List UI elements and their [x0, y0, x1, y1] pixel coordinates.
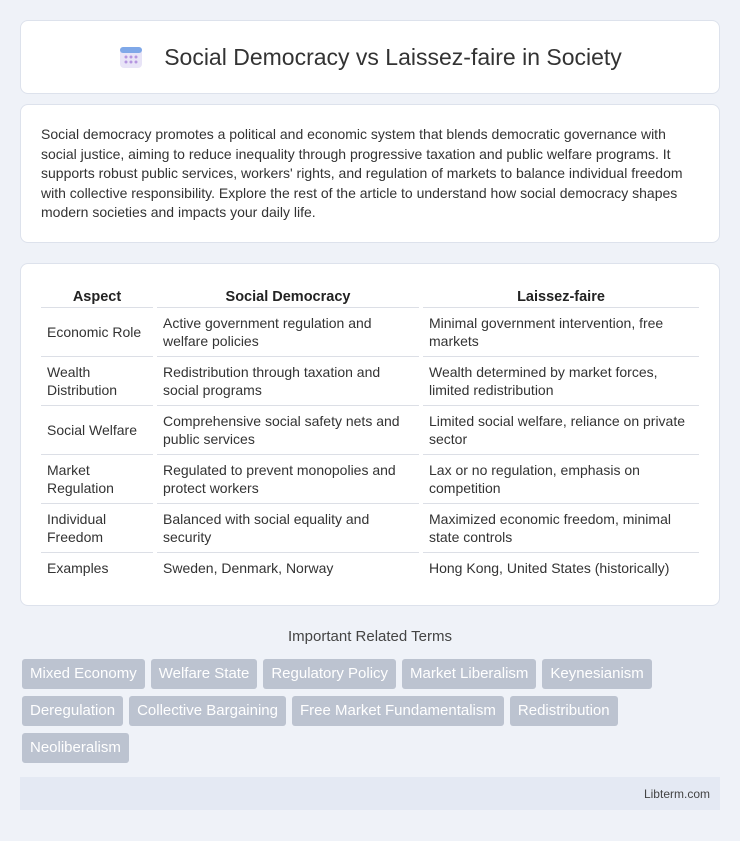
related-term-tag[interactable]: Mixed Economy — [22, 659, 145, 689]
table-cell-social-democracy: Balanced with social equality and security — [157, 504, 419, 553]
table-cell-laissez-faire: Wealth determined by market forces, limited redistribution — [423, 357, 699, 406]
related-term-tag[interactable]: Keynesianism — [542, 659, 651, 689]
related-term-tag[interactable]: Free Market Fundamentalism — [292, 696, 504, 726]
table-cell-laissez-faire: Limited social welfare, reliance on private sector — [423, 406, 699, 455]
table-cell-laissez-faire: Hong Kong, United States (historically) — [429, 560, 670, 576]
calendar-icon — [118, 44, 144, 70]
related-term-tag[interactable]: Neoliberalism — [22, 733, 129, 763]
table-cell-aspect: Economic Role — [41, 308, 153, 357]
table-cell-laissez-faire: Lax or no regulation, emphasis on competition — [423, 455, 699, 504]
intro-text: Social democracy promotes a political and economic system that blends democratic governance with social justice, aiming to reduce inequality through progressive taxation and public welfare programs. It supports robust public services, workers' rights, and regulation of markets to balance individual freedom with collective responsibility. Explore the rest of the article to understand how social democracy shapes modern societies and impacts your daily life. — [41, 126, 683, 220]
table-row — [41, 308, 699, 357]
table-row — [41, 357, 699, 406]
table-cell-aspect: Social Welfare — [41, 406, 153, 455]
related-term-tag[interactable]: Deregulation — [22, 696, 123, 726]
header-card — [20, 20, 720, 94]
table-cell-aspect: Wealth Distribution — [41, 357, 153, 406]
table-header-row — [41, 283, 699, 308]
table-cell-laissez-faire: Minimal government intervention, free markets — [423, 308, 699, 357]
intro-card — [20, 104, 720, 243]
table-cell-social-democracy: Comprehensive social safety nets and public services — [157, 406, 419, 455]
table-row — [41, 504, 699, 553]
related-term-tag[interactable]: Regulatory Policy — [263, 659, 396, 689]
related-term-tag[interactable]: Redistribution — [510, 696, 618, 726]
related-term-tag[interactable]: Welfare State — [151, 659, 258, 689]
table-row — [41, 553, 699, 583]
table-cell-social-democracy: Regulated to prevent monopolies and protect workers — [157, 455, 419, 504]
comparison-table — [37, 283, 703, 583]
footer — [20, 777, 720, 810]
table-cell-aspect: Market Regulation — [41, 455, 153, 504]
footer-site-link[interactable]: Libterm.com — [643, 786, 710, 801]
column-header-laissez-faire: Laissez-faire — [423, 283, 699, 308]
table-cell-aspect: Examples — [47, 560, 109, 576]
related-term-tag[interactable]: Collective Bargaining — [129, 696, 286, 726]
table-cell-social-democracy: Redistribution through taxation and social programs — [157, 357, 419, 406]
table-cell-aspect: Individual Freedom — [41, 504, 153, 553]
related-terms-title: Important Related Terms — [288, 628, 452, 645]
column-header-social-democracy: Social Democracy — [157, 283, 419, 308]
table-row — [41, 455, 699, 504]
table-cell-laissez-faire: Maximized economic freedom, minimal state controls — [423, 504, 699, 553]
table-cell-social-democracy: Sweden, Denmark, Norway — [163, 560, 334, 576]
comparison-table-card — [20, 263, 720, 606]
table-row — [41, 406, 699, 455]
related-term-tag[interactable]: Market Liberalism — [402, 659, 536, 689]
page-title: Social Democracy vs Laissez-faire in Society — [164, 43, 622, 70]
related-terms-tags — [22, 659, 722, 763]
table-cell-social-democracy: Active government regulation and welfare policies — [157, 308, 419, 357]
column-header-aspect: Aspect — [41, 283, 153, 308]
